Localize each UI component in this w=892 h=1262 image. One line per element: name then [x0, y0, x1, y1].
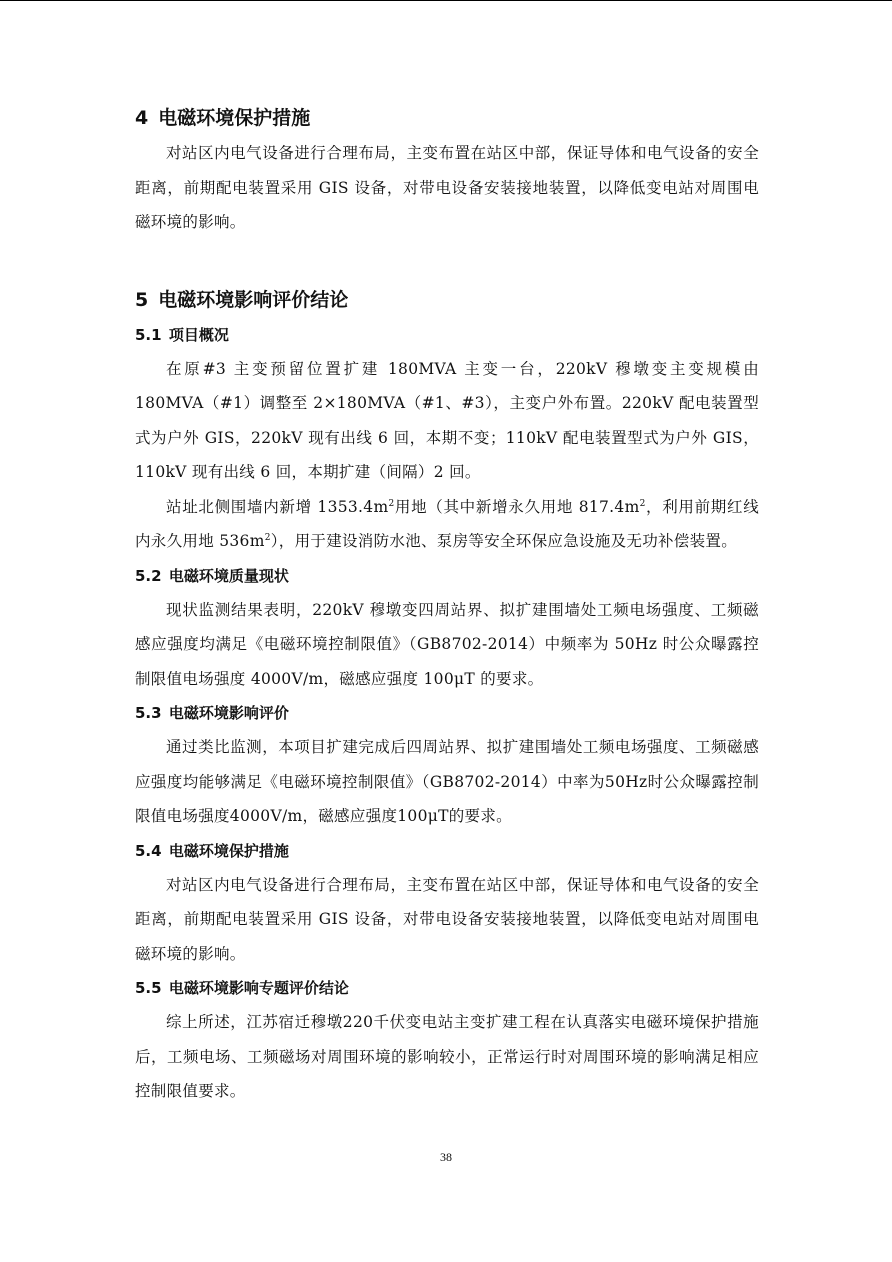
section-4-paragraph: 对站区内电气设备进行合理布局，主变布置在站区中部，保证导体和电气设备的安全距离，前期配电装置采用 GIS 设备，对带电设备安装接地装置，以降低变电站对周围电磁环境的影响。	[135, 144, 759, 231]
top-border-line	[0, 0, 892, 1]
section-4-heading	[135, 100, 759, 136]
section-5-1-paragraph-1: 在原#3 主变预留位置扩建 180MVA 主变一台，220kV 穆墩变主变规模由 180MVA（#1）调整至 2×180MVA（#1、#3），主变户外布置。220kV 配电装置型式为户外 GIS，220kV 现有出线 6 回，本期不变；110kV 配电装置型式为户外 GIS，110kV 现有出线 6 回，本期扩建（间隔）2 回。	[135, 359, 759, 481]
section-5-5-number: 5.5	[135, 979, 162, 997]
section-5-3-heading	[135, 696, 759, 730]
section-5-4-title: 电磁环境保护措施	[168, 841, 289, 860]
section-5-1-paragraph-2	[135, 490, 759, 559]
section-5-2-number: 5.2	[135, 566, 162, 585]
text-run: ，利用前期红线内永久用地 536m	[135, 497, 759, 550]
superscript: 2	[264, 532, 271, 543]
section-5-5-title: 电磁环境影响专题评价结论	[168, 979, 349, 997]
page-number: 38	[440, 1150, 452, 1164]
section-5-4-paragraph: 对站区内电气设备进行合理布局，主变布置在站区中部，保证导体和电气设备的安全距离，前期配电装置采用 GIS 设备，对带电设备安装接地装置，以降低变电站对周围电磁环境的影响。	[135, 875, 759, 963]
section-5-5-paragraph: 综上所述，江苏宿迁穆墩220千伏变电站主变扩建工程在认真落实电磁环境保护措施后，工频电场、工频磁场对周围环境的影响较小，正常运行时对周围环境的影响满足相应控制限值要求。	[135, 1013, 759, 1100]
section-5-4-heading	[135, 834, 759, 868]
section-5-3-title: 电磁环境影响评价	[168, 704, 289, 722]
section-5-5-heading	[135, 971, 759, 1005]
document-page	[135, 100, 759, 1109]
text-run: 用地（其中新增永久用地 817.4m	[394, 497, 640, 516]
section-5-2-heading	[135, 559, 759, 593]
section-5-1-title: 项目概况	[168, 325, 229, 344]
section-5-2-paragraph: 现状监测结果表明，220kV 穆墩变四周站界、拟扩建围墙处工频电场强度、工频磁感应强度均满足《电磁环境控制限值》（GB8702-2014）中频率为 50Hz 时公众曝露控制限值电场强度 4000V/m，磁感应强度 100μT 的要求。	[135, 600, 759, 688]
section-5-2-title: 电磁环境质量现状	[168, 566, 289, 585]
text-run: 站址北侧围墙内新增 1353.4m	[166, 497, 389, 516]
section-4-number: 4	[135, 107, 149, 129]
text-run: ），用于建设消防水池、泵房等安全环保应急设施及无功补偿装置。	[270, 532, 738, 550]
section-5-1-number: 5.1	[135, 325, 162, 344]
superscript: 2	[388, 498, 395, 509]
section-5-3-number: 5.3	[135, 704, 162, 722]
section-4-title: 电磁环境保护措施	[158, 107, 311, 129]
section-5-1-heading	[135, 318, 759, 352]
section-5-number: 5	[135, 288, 149, 311]
section-5-3-paragraph: 通过类比监测，本项目扩建完成后四周站界、拟扩建围墙处工频电场强度、工频磁感应强度均能够满足《电磁环境控制限值》（GB8702-2014）中率为50Hz时公众曝露控制限值电场强度4000V/m，磁感应强度100μT的要求。	[135, 738, 759, 825]
superscript: 2	[639, 498, 646, 509]
section-gap	[135, 240, 759, 282]
section-5-4-number: 5.4	[135, 841, 162, 860]
section-5-title: 电磁环境影响评价结论	[158, 288, 349, 311]
section-5-heading	[135, 282, 759, 318]
